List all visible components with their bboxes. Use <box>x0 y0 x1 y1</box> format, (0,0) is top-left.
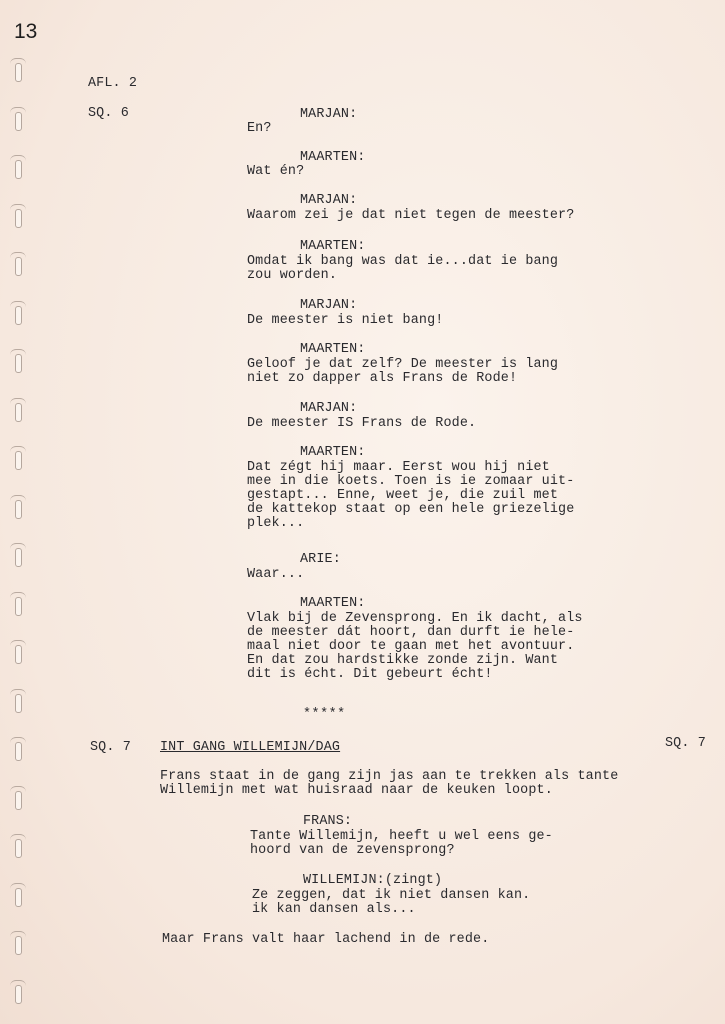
binder-hole <box>8 786 28 808</box>
scene-sq-right: SQ. 7 <box>665 736 706 751</box>
dialogue-1-speaker: MAARTEN: <box>300 150 366 165</box>
binder-hole <box>8 107 28 129</box>
binder-hole <box>8 592 28 614</box>
binder-hole <box>8 495 28 517</box>
dialogue-6-line-0: De meester IS Frans de Rode. <box>247 416 477 431</box>
scene-separator: ***** <box>303 707 346 722</box>
binder-hole <box>8 834 28 856</box>
dialogue-9-line-2: maal niet door te gaan met het avontuur. <box>247 639 575 654</box>
binder-hole <box>8 349 28 371</box>
dialogue-5-speaker: MAARTEN: <box>300 342 366 357</box>
dialogue-2-speaker: MARJAN: <box>300 193 358 208</box>
binder-hole <box>8 883 28 905</box>
dialogue-9-line-1: de meester dát hoort, dan durft ie hele- <box>247 625 575 640</box>
dialogue-9-line-4: dit is écht. Dit gebeurt écht! <box>247 667 493 682</box>
binder-hole <box>8 58 28 80</box>
binder-hole <box>8 931 28 953</box>
dialogue-7-line-4: plek... <box>247 516 305 531</box>
binder-hole <box>8 446 28 468</box>
scene-dialogue-1-speaker: WILLEMIJN:(zingt) <box>303 873 443 888</box>
binder-hole <box>8 155 28 177</box>
binder-hole <box>8 252 28 274</box>
dialogue-3-speaker: MAARTEN: <box>300 239 366 254</box>
binder-hole <box>8 204 28 226</box>
page-number: 13 <box>14 20 38 43</box>
dialogue-7-line-1: mee in die koets. Toen is ie zomaar uit- <box>247 474 575 489</box>
dialogue-0-line-0: En? <box>247 121 272 136</box>
scene-dialogue-1-line-0: Ze zeggen, dat ik niet dansen kan. <box>252 888 531 903</box>
dialogue-8-line-0: Waar... <box>247 567 305 582</box>
binder-hole <box>8 980 28 1002</box>
episode-label: AFL. 2 <box>88 76 138 91</box>
scene-dialogue-0-line-1: hoord van de zevensprong? <box>250 843 455 858</box>
scene-action-line-0: Frans staat in de gang zijn jas aan te trekken als tante <box>160 769 619 784</box>
dialogue-3-line-0: Omdat ik bang was dat ie...dat ie bang <box>247 254 559 269</box>
scene-sq-left: SQ. 7 <box>90 740 131 755</box>
dialogue-9-line-0: Vlak bij de Zevensprong. En ik dacht, als <box>247 611 583 626</box>
dialogue-3-line-1: zou worden. <box>247 268 338 283</box>
dialogue-7-line-0: Dat zégt hij maar. Eerst wou hij niet <box>247 460 550 475</box>
dialogue-4-line-0: De meester is niet bang! <box>247 313 444 328</box>
scene-dialogue-0-speaker: FRANS: <box>303 814 353 829</box>
scene-heading: INT GANG WILLEMIJN/DAG <box>160 740 341 755</box>
binder-holes <box>8 52 30 1022</box>
dialogue-1-line-0: Wat én? <box>247 164 305 179</box>
scene-closing-action: Maar Frans valt haar lachend in de rede. <box>162 932 490 947</box>
dialogue-7-line-2: gestapt... Enne, weet je, die zuil met <box>247 488 559 503</box>
dialogue-7-line-3: de kattekop staat op een hele griezelige <box>247 502 575 517</box>
binder-hole <box>8 398 28 420</box>
dialogue-6-speaker: MARJAN: <box>300 401 358 416</box>
dialogue-5-line-1: niet zo dapper als Frans de Rode! <box>247 371 518 386</box>
scene-action-line-1: Willemijn met wat huisraad naar de keuken loopt. <box>160 783 553 798</box>
binder-hole <box>8 543 28 565</box>
dialogue-7-speaker: MAARTEN: <box>300 445 366 460</box>
binder-hole <box>8 737 28 759</box>
dialogue-9-line-3: En dat zou hardstikke zonde zijn. Want <box>247 653 559 668</box>
scene-dialogue-0-line-0: Tante Willemijn, heeft u wel eens ge- <box>250 829 553 844</box>
sequence-label-left: SQ. 6 <box>88 106 129 121</box>
dialogue-5-line-0: Geloof je dat zelf? De meester is lang <box>247 357 559 372</box>
dialogue-2-line-0: Waarom zei je dat niet tegen de meester? <box>247 208 575 223</box>
binder-hole <box>8 301 28 323</box>
scene-dialogue-1-line-1: ik kan dansen als... <box>252 902 416 917</box>
dialogue-0-speaker: MARJAN: <box>300 107 358 122</box>
binder-hole <box>8 689 28 711</box>
binder-hole <box>8 640 28 662</box>
dialogue-9-speaker: MAARTEN: <box>300 596 366 611</box>
dialogue-8-speaker: ARIE: <box>300 552 341 567</box>
dialogue-4-speaker: MARJAN: <box>300 298 358 313</box>
